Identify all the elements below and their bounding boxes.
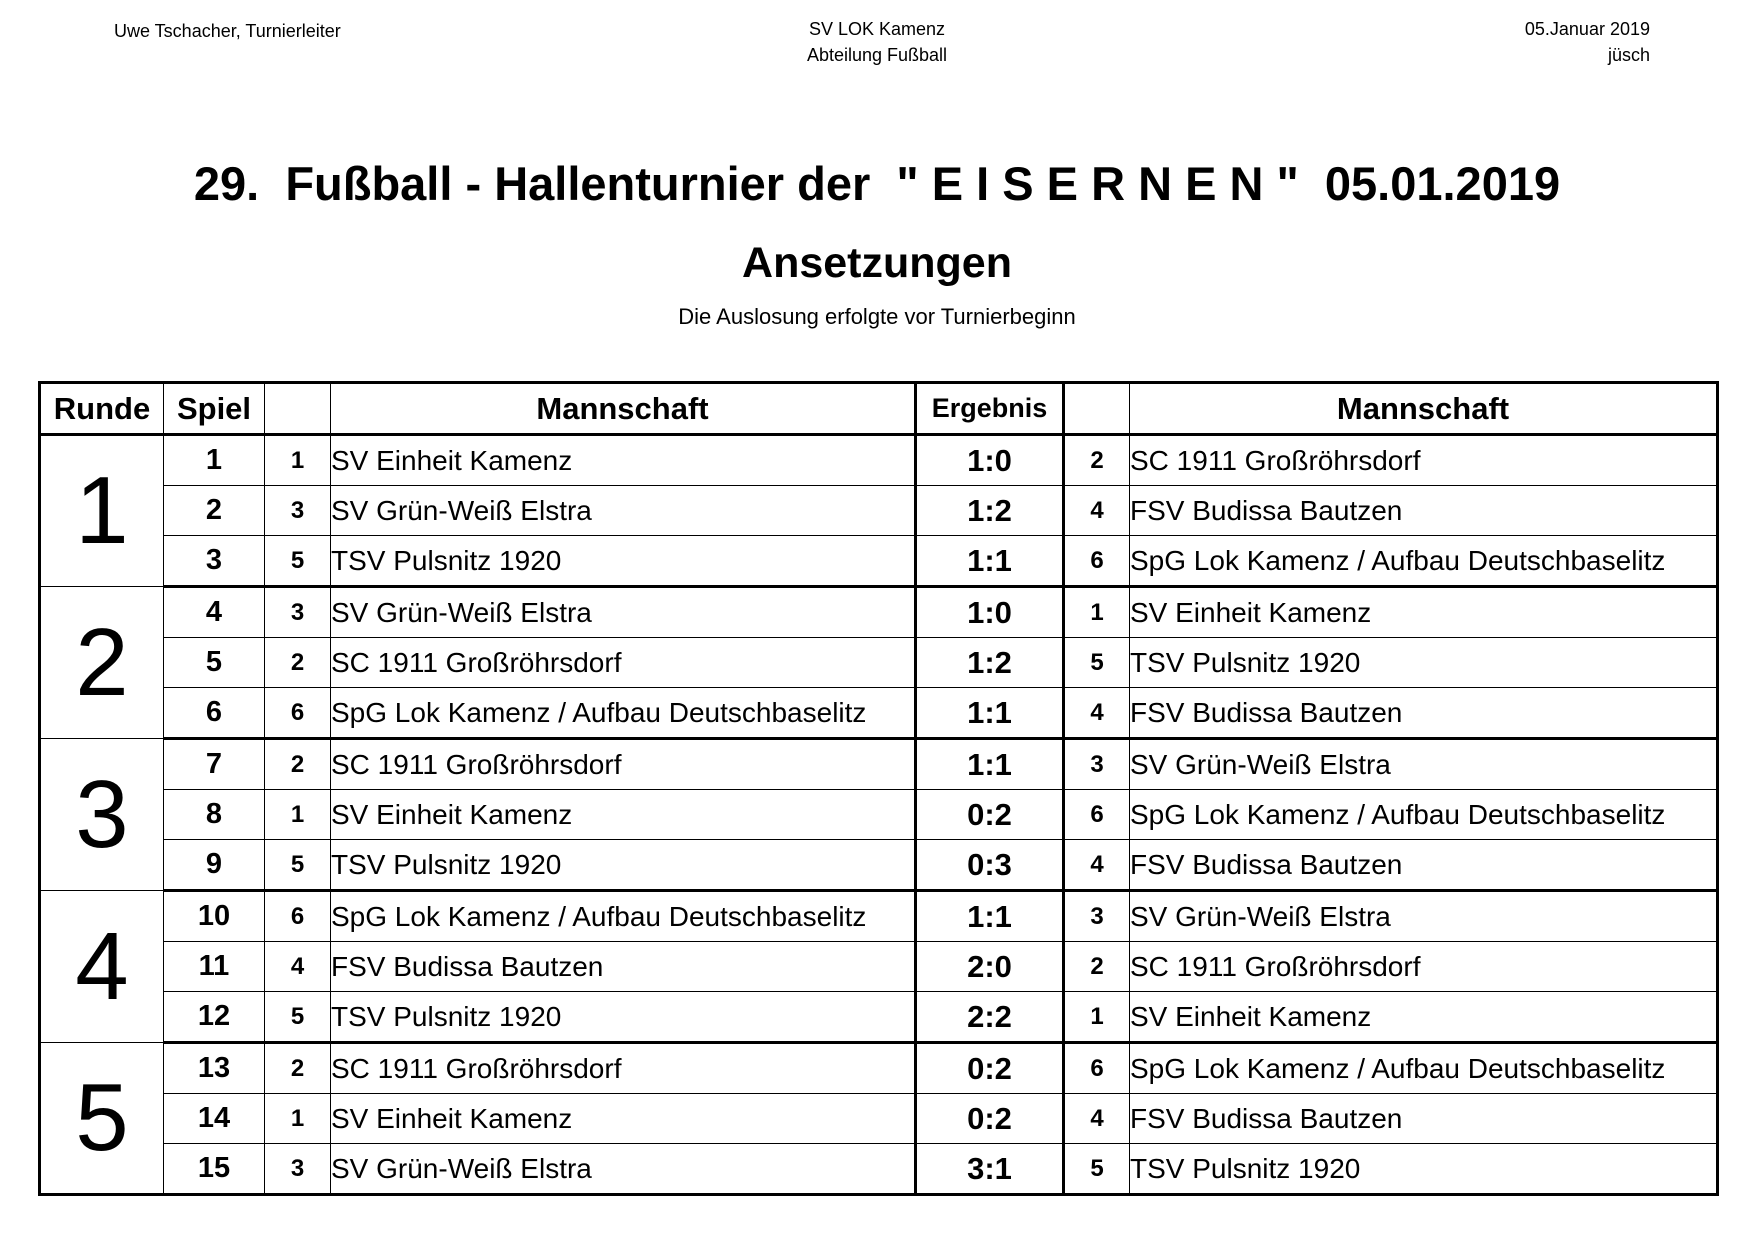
team-b-number: 4 [1064,688,1130,739]
team-a-number: 2 [265,739,331,790]
team-b-name: SV Einheit Kamenz [1130,992,1718,1043]
table-row [40,1043,1718,1094]
club-name: SV LOK Kamenz [808,19,946,39]
match-result: 3:1 [916,1144,1064,1195]
team-a-name: SpG Lok Kamenz / Aufbau Deutschbaselitz [331,688,916,739]
team-b-name: SpG Lok Kamenz / Aufbau Deutschbaselitz [1130,536,1718,587]
document-author: jüsch [1607,45,1650,65]
game-number: 13 [164,1043,265,1094]
draw-note: Die Auslosung erfolgte vor Turnierbeginn [678,304,1076,329]
round-number: 4 [40,891,164,1043]
team-a-name: FSV Budissa Bautzen [331,942,916,992]
team-a-name: SC 1911 Großröhrsdorf [331,638,916,688]
team-a-name: SV Grün-Weiß Elstra [331,587,916,638]
team-b-number: 2 [1064,942,1130,992]
game-number: 14 [164,1094,265,1144]
match-result: 2:2 [916,992,1064,1043]
team-a-number: 5 [265,992,331,1043]
table-row [40,891,1718,942]
team-a-name: SV Einheit Kamenz [331,1094,916,1144]
match-result: 1:0 [916,435,1064,486]
table-row [40,942,1718,992]
game-number: 6 [164,688,265,739]
table-row [40,638,1718,688]
match-result: 1:2 [916,486,1064,536]
table-row [40,992,1718,1043]
team-a-number: 5 [265,536,331,587]
match-result: 0:2 [916,1094,1064,1144]
team-a-number: 2 [265,1043,331,1094]
table-row [40,688,1718,739]
team-b-number: 4 [1064,486,1130,536]
team-b-number: 6 [1064,536,1130,587]
header-team-a-number [265,383,331,435]
game-number: 9 [164,840,265,891]
team-b-number: 6 [1064,1043,1130,1094]
team-a-name: SpG Lok Kamenz / Aufbau Deutschbaselitz [331,891,916,942]
team-a-name: SV Grün-Weiß Elstra [331,486,916,536]
table-row [40,1144,1718,1195]
team-a-number: 3 [265,486,331,536]
round-number: 3 [40,739,164,891]
table-row [40,1094,1718,1144]
match-result: 1:1 [916,891,1064,942]
team-b-number: 1 [1064,992,1130,1043]
schedule-table [38,381,1719,1196]
match-result: 0:2 [916,790,1064,840]
page-subtitle: Ansetzungen [742,239,1012,287]
team-a-number: 1 [265,790,331,840]
header-runde: Runde [40,383,164,435]
team-b-name: FSV Budissa Bautzen [1130,840,1718,891]
team-a-name: SV Einheit Kamenz [331,790,916,840]
schedule-body [40,435,1718,1195]
table-row [40,840,1718,891]
team-a-number: 5 [265,840,331,891]
team-b-name: FSV Budissa Bautzen [1130,688,1718,739]
team-b-number: 4 [1064,1094,1130,1144]
round-number: 5 [40,1043,164,1195]
club-department: Abteilung Fußball [806,45,948,65]
team-a-number: 1 [265,435,331,486]
game-number: 4 [164,587,265,638]
team-a-name: TSV Pulsnitz 1920 [331,536,916,587]
team-b-name: FSV Budissa Bautzen [1130,486,1718,536]
team-a-name: SC 1911 Großröhrsdorf [331,1043,916,1094]
game-number: 5 [164,638,265,688]
game-number: 10 [164,891,265,942]
team-a-number: 6 [265,688,331,739]
team-a-name: TSV Pulsnitz 1920 [331,840,916,891]
team-b-number: 3 [1064,891,1130,942]
match-result: 1:2 [916,638,1064,688]
team-b-number: 6 [1064,790,1130,840]
team-b-number: 3 [1064,739,1130,790]
table-row [40,587,1718,638]
game-number: 11 [164,942,265,992]
match-result: 1:1 [916,739,1064,790]
match-result: 0:2 [916,1043,1064,1094]
team-b-number: 5 [1064,1144,1130,1195]
team-a-name: TSV Pulsnitz 1920 [331,992,916,1043]
match-result: 2:0 [916,942,1064,992]
table-header-row [40,383,1718,435]
team-a-name: SV Einheit Kamenz [331,435,916,486]
team-b-number: 2 [1064,435,1130,486]
organizer-name: Uwe Tschacher, Turnierleiter [114,21,341,41]
team-b-name: SV Einheit Kamenz [1130,587,1718,638]
team-b-number: 4 [1064,840,1130,891]
game-number: 7 [164,739,265,790]
header-team-b: Mannschaft [1130,383,1718,435]
match-result: 1:1 [916,688,1064,739]
team-b-number: 5 [1064,638,1130,688]
team-b-name: SpG Lok Kamenz / Aufbau Deutschbaselitz [1130,790,1718,840]
team-a-number: 4 [265,942,331,992]
document-date: 05.Januar 2019 [1524,19,1650,39]
match-result: 1:0 [916,587,1064,638]
team-b-name: SC 1911 Großröhrsdorf [1130,942,1718,992]
game-number: 1 [164,435,265,486]
header-team-b-number [1064,383,1130,435]
table-row [40,536,1718,587]
table-row [40,486,1718,536]
team-b-name: SpG Lok Kamenz / Aufbau Deutschbaselitz [1130,1043,1718,1094]
page-title: 29. Fußball - Hallenturnier der " E I S E R N E N " 05.01.2019 [193,157,1561,210]
game-number: 2 [164,486,265,536]
team-b-name: SC 1911 Großröhrsdorf [1130,435,1718,486]
team-a-number: 1 [265,1094,331,1144]
table-row [40,435,1718,486]
team-b-name: TSV Pulsnitz 1920 [1130,638,1718,688]
round-number: 2 [40,587,164,739]
team-a-number: 2 [265,638,331,688]
round-number: 1 [40,435,164,587]
team-a-name: SC 1911 Großröhrsdorf [331,739,916,790]
club-header [0,16,1754,68]
team-a-number: 3 [265,1144,331,1195]
team-b-name: SV Grün-Weiß Elstra [1130,891,1718,942]
team-a-number: 6 [265,891,331,942]
table-row [40,739,1718,790]
match-result: 0:3 [916,840,1064,891]
team-b-name: SV Grün-Weiß Elstra [1130,739,1718,790]
game-number: 3 [164,536,265,587]
team-b-number: 1 [1064,587,1130,638]
match-result: 1:1 [916,536,1064,587]
header-ergebnis: Ergebnis [916,383,1064,435]
game-number: 15 [164,1144,265,1195]
date-header [1525,16,1650,68]
team-a-name: SV Grün-Weiß Elstra [331,1144,916,1195]
team-b-name: FSV Budissa Bautzen [1130,1094,1718,1144]
team-b-name: TSV Pulsnitz 1920 [1130,1144,1718,1195]
header-spiel: Spiel [164,383,265,435]
header-team-a: Mannschaft [331,383,916,435]
game-number: 12 [164,992,265,1043]
table-row [40,790,1718,840]
team-a-number: 3 [265,587,331,638]
game-number: 8 [164,790,265,840]
